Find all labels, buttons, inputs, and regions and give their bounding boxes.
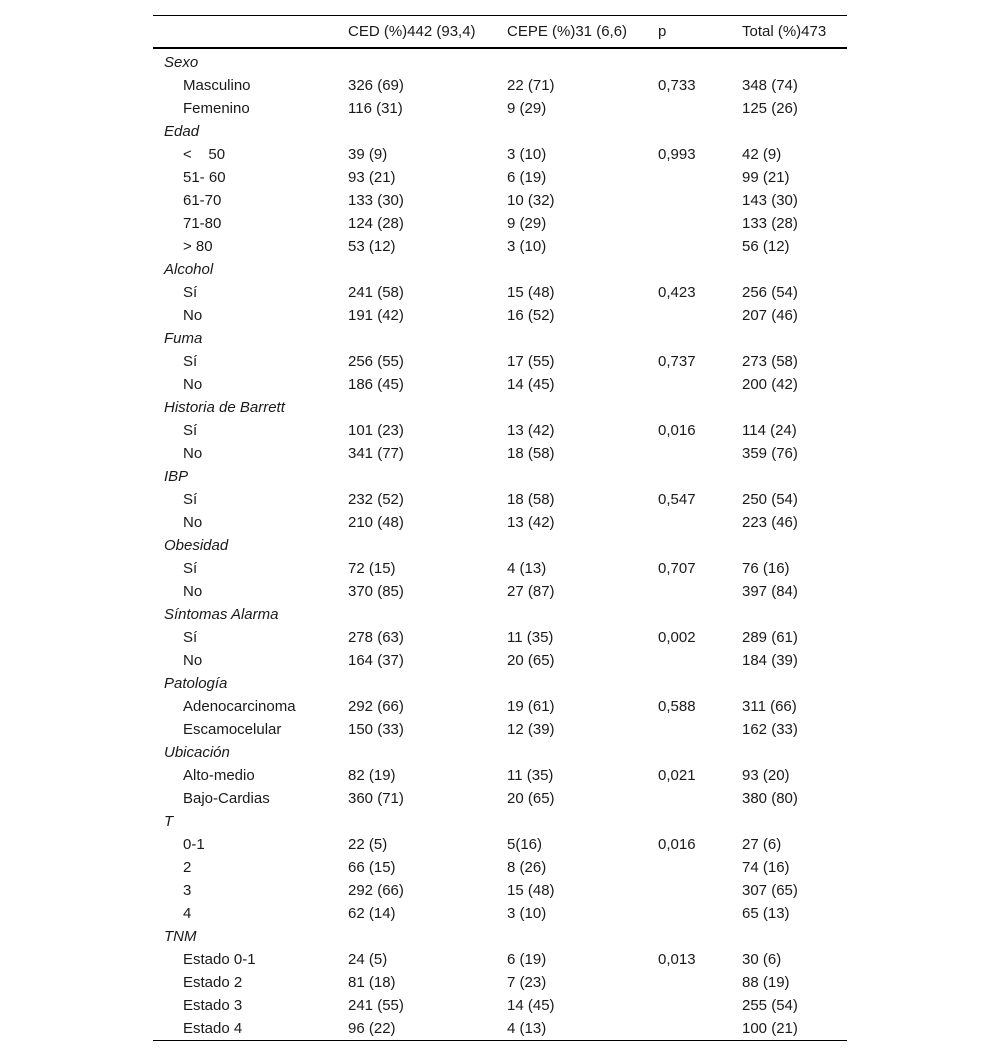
table-row xyxy=(153,787,847,810)
cell-cepe: 9 (29) xyxy=(507,100,547,117)
row-label: No xyxy=(183,514,203,531)
cell-total: 65 (13) xyxy=(742,905,790,922)
row-label: Adenocarcinoma xyxy=(183,698,296,715)
cell-p-value: 0,016 xyxy=(658,422,696,439)
table-row xyxy=(153,580,847,603)
row-label: Masculino xyxy=(183,77,251,94)
data-table xyxy=(153,15,847,1041)
cell-total: 74 (16) xyxy=(742,859,790,876)
empty-cell xyxy=(337,741,496,764)
row-label: Estado 0-1 xyxy=(183,951,256,968)
cell-ced: 360 (71) xyxy=(348,790,404,807)
cell-p-value xyxy=(647,856,731,879)
cell-ced: 133 (30) xyxy=(348,192,404,209)
empty-cell xyxy=(647,465,731,488)
cell-ced: 82 (19) xyxy=(348,767,396,784)
empty-cell xyxy=(337,327,496,350)
cell-cepe: 4 (13) xyxy=(507,1020,547,1037)
cell-cepe: 14 (45) xyxy=(507,376,555,393)
group-row xyxy=(153,396,847,419)
cell-p-value xyxy=(647,971,731,994)
empty-cell xyxy=(337,48,496,74)
cell-p-value xyxy=(647,1017,731,1041)
cell-cepe: 20 (65) xyxy=(507,652,555,669)
cell-cepe: 14 (45) xyxy=(507,997,555,1014)
group-label: Ubicación xyxy=(164,744,230,761)
row-label: 2 xyxy=(183,859,192,876)
empty-cell xyxy=(731,925,847,948)
cell-cepe: 20 (65) xyxy=(507,790,555,807)
empty-cell xyxy=(731,120,847,143)
data-table-container xyxy=(153,15,847,1041)
table-row xyxy=(153,718,847,741)
table-row xyxy=(153,879,847,902)
table-row xyxy=(153,856,847,879)
row-label: No xyxy=(183,307,203,324)
row-label: 4 xyxy=(183,905,192,922)
empty-cell xyxy=(731,810,847,833)
cell-ced: 81 (18) xyxy=(348,974,396,991)
table-row xyxy=(153,281,847,304)
cell-cepe: 27 (87) xyxy=(507,583,555,600)
table-row xyxy=(153,511,847,534)
cell-p-value xyxy=(647,994,731,1017)
cell-cepe: 18 (58) xyxy=(507,491,555,508)
cell-total: 56 (12) xyxy=(742,238,790,255)
cell-cepe: 5(16) xyxy=(507,836,543,853)
empty-cell xyxy=(731,48,847,74)
row-label: Sí xyxy=(183,629,198,646)
table-row xyxy=(153,764,847,787)
empty-cell xyxy=(337,603,496,626)
table-row xyxy=(153,212,847,235)
row-label: Escamocelular xyxy=(183,721,282,738)
cell-ced: 124 (28) xyxy=(348,215,404,232)
table-row xyxy=(153,649,847,672)
empty-cell xyxy=(731,603,847,626)
cell-cepe: 6 (19) xyxy=(507,169,547,186)
cell-p-value xyxy=(647,580,731,603)
group-row xyxy=(153,465,847,488)
cell-cepe: 8 (26) xyxy=(507,859,547,876)
cell-cepe: 9 (29) xyxy=(507,215,547,232)
cell-total: 100 (21) xyxy=(742,1020,798,1037)
table-row xyxy=(153,994,847,1017)
cell-p-value xyxy=(647,304,731,327)
group-row xyxy=(153,810,847,833)
group-label: Edad xyxy=(164,123,200,140)
row-label: No xyxy=(183,652,203,669)
table-row xyxy=(153,695,847,718)
cell-p-value: 0,002 xyxy=(658,629,696,646)
empty-cell xyxy=(496,465,647,488)
table-row xyxy=(153,948,847,971)
cell-cepe: 3 (10) xyxy=(507,146,547,163)
cell-ced: 72 (15) xyxy=(348,560,396,577)
cell-cepe: 7 (23) xyxy=(507,974,547,991)
empty-cell xyxy=(496,810,647,833)
cell-cepe: 11 (35) xyxy=(507,629,554,646)
header-variable xyxy=(153,16,337,49)
empty-cell xyxy=(731,741,847,764)
group-row xyxy=(153,603,847,626)
empty-cell xyxy=(337,925,496,948)
cell-total: 30 (6) xyxy=(742,951,782,968)
group-row xyxy=(153,534,847,557)
cell-cepe: 11 (35) xyxy=(507,767,554,784)
cell-ced: 66 (15) xyxy=(348,859,396,876)
table-row xyxy=(153,1017,847,1041)
empty-cell xyxy=(337,672,496,695)
empty-cell xyxy=(647,534,731,557)
empty-cell xyxy=(647,672,731,695)
cell-total: 348 (74) xyxy=(742,77,798,94)
empty-cell xyxy=(647,48,731,74)
empty-cell xyxy=(731,672,847,695)
empty-cell xyxy=(731,465,847,488)
cell-ced: 341 (77) xyxy=(348,445,404,462)
cell-ced: 241 (58) xyxy=(348,284,404,301)
row-label: < 50 xyxy=(183,146,226,163)
cell-p-value xyxy=(647,902,731,925)
empty-cell xyxy=(337,465,496,488)
empty-cell xyxy=(496,672,647,695)
cell-ced: 150 (33) xyxy=(348,721,404,738)
row-label: 0-1 xyxy=(183,836,205,853)
table-row xyxy=(153,166,847,189)
row-label: No xyxy=(183,445,203,462)
cell-total: 143 (30) xyxy=(742,192,798,209)
cell-ced: 326 (69) xyxy=(348,77,404,94)
cell-total: 162 (33) xyxy=(742,721,798,738)
cell-total: 289 (61) xyxy=(742,629,798,646)
cell-cepe: 12 (39) xyxy=(507,721,555,738)
cell-p-value: 0,423 xyxy=(658,284,696,301)
cell-total: 184 (39) xyxy=(742,652,798,669)
empty-cell xyxy=(731,534,847,557)
cell-cepe: 22 (71) xyxy=(507,77,555,94)
table-row xyxy=(153,304,847,327)
cell-total: 223 (46) xyxy=(742,514,798,531)
table-row xyxy=(153,833,847,856)
cell-total: 250 (54) xyxy=(742,491,798,508)
row-label: No xyxy=(183,376,203,393)
table-row xyxy=(153,189,847,212)
cell-ced: 241 (55) xyxy=(348,997,404,1014)
row-label: > 80 xyxy=(183,238,213,255)
header-ced: CED (%)442 (93,4) xyxy=(348,23,476,40)
empty-cell xyxy=(496,603,647,626)
group-row xyxy=(153,672,847,695)
header-cepe: CEPE (%)31 (6,6) xyxy=(507,23,628,40)
empty-cell xyxy=(337,258,496,281)
group-label: Síntomas Alarma xyxy=(164,606,279,623)
cell-total: 76 (16) xyxy=(742,560,790,577)
row-label: Alto-medio xyxy=(183,767,255,784)
cell-ced: 101 (23) xyxy=(348,422,404,439)
empty-cell xyxy=(496,327,647,350)
cell-total: 307 (65) xyxy=(742,882,798,899)
row-label: 71-80 xyxy=(183,215,222,232)
cell-p-value: 0,547 xyxy=(658,491,696,508)
cell-total: 42 (9) xyxy=(742,146,782,163)
cell-p-value xyxy=(647,97,731,120)
row-label: Estado 4 xyxy=(183,1020,243,1037)
row-label: 3 xyxy=(183,882,192,899)
empty-cell xyxy=(496,258,647,281)
empty-cell xyxy=(337,396,496,419)
table-row xyxy=(153,902,847,925)
group-label: Sexo xyxy=(164,54,199,71)
cell-total: 397 (84) xyxy=(742,583,798,600)
cell-ced: 22 (5) xyxy=(348,836,388,853)
group-row xyxy=(153,120,847,143)
row-label: Estado 2 xyxy=(183,974,243,991)
cell-p-value xyxy=(647,166,731,189)
table-row xyxy=(153,97,847,120)
table-row xyxy=(153,488,847,511)
row-label: Femenino xyxy=(183,100,250,117)
cell-p-value xyxy=(647,649,731,672)
empty-cell xyxy=(496,120,647,143)
cell-total: 207 (46) xyxy=(742,307,798,324)
cell-p-value xyxy=(647,718,731,741)
table-row xyxy=(153,235,847,258)
cell-ced: 116 (31) xyxy=(348,100,403,117)
group-row xyxy=(153,741,847,764)
header-p: p xyxy=(658,23,667,40)
group-row xyxy=(153,48,847,74)
cell-total: 88 (19) xyxy=(742,974,790,991)
empty-cell xyxy=(337,534,496,557)
cell-cepe: 17 (55) xyxy=(507,353,555,370)
group-label: Fuma xyxy=(164,330,203,347)
row-label: Sí xyxy=(183,353,198,370)
cell-total: 200 (42) xyxy=(742,376,798,393)
cell-ced: 96 (22) xyxy=(348,1020,396,1037)
cell-cepe: 10 (32) xyxy=(507,192,555,209)
row-label: 61-70 xyxy=(183,192,222,209)
group-label: Alcohol xyxy=(164,261,214,278)
cell-cepe: 18 (58) xyxy=(507,445,555,462)
cell-cepe: 13 (42) xyxy=(507,514,555,531)
cell-total: 27 (6) xyxy=(742,836,782,853)
cell-cepe: 15 (48) xyxy=(507,284,555,301)
group-label: Patología xyxy=(164,675,228,692)
cell-p-value: 0,016 xyxy=(658,836,696,853)
empty-cell xyxy=(496,741,647,764)
empty-cell xyxy=(647,810,731,833)
cell-total: 311 (66) xyxy=(742,698,797,715)
group-label: Obesidad xyxy=(164,537,229,554)
row-label: Estado 3 xyxy=(183,997,243,1014)
empty-cell xyxy=(496,396,647,419)
group-row xyxy=(153,327,847,350)
cell-total: 133 (28) xyxy=(742,215,798,232)
cell-cepe: 3 (10) xyxy=(507,905,547,922)
table-row xyxy=(153,557,847,580)
empty-cell xyxy=(731,258,847,281)
cell-cepe: 13 (42) xyxy=(507,422,555,439)
table-body xyxy=(153,48,847,1041)
table-row xyxy=(153,74,847,97)
row-label: Sí xyxy=(183,422,198,439)
table-header-row xyxy=(153,16,847,49)
group-label: T xyxy=(164,813,174,830)
row-label: Bajo-Cardias xyxy=(183,790,270,807)
cell-cepe: 6 (19) xyxy=(507,951,547,968)
cell-total: 114 (24) xyxy=(742,422,797,439)
cell-total: 125 (26) xyxy=(742,100,798,117)
cell-p-value xyxy=(647,879,731,902)
cell-ced: 232 (52) xyxy=(348,491,404,508)
cell-cepe: 4 (13) xyxy=(507,560,547,577)
cell-p-value: 0,588 xyxy=(658,698,696,715)
cell-total: 359 (76) xyxy=(742,445,798,462)
cell-p-value xyxy=(647,235,731,258)
row-label: Sí xyxy=(183,560,198,577)
cell-cepe: 19 (61) xyxy=(507,698,555,715)
cell-p-value: 0,021 xyxy=(658,767,696,784)
cell-ced: 62 (14) xyxy=(348,905,396,922)
empty-cell xyxy=(647,741,731,764)
group-label: TNM xyxy=(164,928,197,945)
cell-p-value: 0,707 xyxy=(658,560,696,577)
empty-cell xyxy=(496,925,647,948)
group-row xyxy=(153,925,847,948)
cell-p-value xyxy=(647,189,731,212)
cell-ced: 24 (5) xyxy=(348,951,388,968)
header-total: Total (%)473 xyxy=(742,23,827,40)
cell-cepe: 16 (52) xyxy=(507,307,555,324)
row-label: No xyxy=(183,583,203,600)
empty-cell xyxy=(647,258,731,281)
cell-total: 273 (58) xyxy=(742,353,798,370)
empty-cell xyxy=(647,925,731,948)
empty-cell xyxy=(496,534,647,557)
cell-ced: 186 (45) xyxy=(348,376,404,393)
cell-ced: 164 (37) xyxy=(348,652,404,669)
table-row xyxy=(153,143,847,166)
cell-total: 99 (21) xyxy=(742,169,790,186)
empty-cell xyxy=(647,120,731,143)
cell-ced: 292 (66) xyxy=(348,882,404,899)
group-label: Historia de Barrett xyxy=(164,399,285,416)
cell-ced: 191 (42) xyxy=(348,307,404,324)
cell-p-value: 0,737 xyxy=(658,353,696,370)
cell-cepe: 3 (10) xyxy=(507,238,547,255)
empty-cell xyxy=(496,48,647,74)
empty-cell xyxy=(337,120,496,143)
group-row xyxy=(153,258,847,281)
cell-ced: 256 (55) xyxy=(348,353,404,370)
empty-cell xyxy=(647,327,731,350)
cell-p-value: 0,013 xyxy=(658,951,696,968)
cell-ced: 278 (63) xyxy=(348,629,404,646)
cell-ced: 93 (21) xyxy=(348,169,396,186)
cell-total: 380 (80) xyxy=(742,790,798,807)
cell-cepe: 15 (48) xyxy=(507,882,555,899)
empty-cell xyxy=(337,810,496,833)
row-label: Sí xyxy=(183,284,198,301)
cell-ced: 53 (12) xyxy=(348,238,396,255)
cell-total: 255 (54) xyxy=(742,997,798,1014)
cell-ced: 370 (85) xyxy=(348,583,404,600)
cell-ced: 292 (66) xyxy=(348,698,404,715)
cell-p-value xyxy=(647,511,731,534)
cell-p-value xyxy=(647,787,731,810)
table-row xyxy=(153,373,847,396)
row-label: 51- 60 xyxy=(183,169,226,186)
row-label: Sí xyxy=(183,491,198,508)
empty-cell xyxy=(731,396,847,419)
cell-p-value xyxy=(647,442,731,465)
cell-total: 93 (20) xyxy=(742,767,790,784)
table-row xyxy=(153,971,847,994)
table-row xyxy=(153,442,847,465)
empty-cell xyxy=(647,396,731,419)
empty-cell xyxy=(731,327,847,350)
empty-cell xyxy=(647,603,731,626)
cell-ced: 39 (9) xyxy=(348,146,388,163)
table-row xyxy=(153,350,847,373)
cell-ced: 210 (48) xyxy=(348,514,404,531)
cell-p-value: 0,993 xyxy=(658,146,696,163)
cell-p-value xyxy=(647,373,731,396)
group-label: IBP xyxy=(164,468,189,485)
table-row xyxy=(153,419,847,442)
cell-p-value: 0,733 xyxy=(658,77,696,94)
cell-p-value xyxy=(647,212,731,235)
table-row xyxy=(153,626,847,649)
cell-total: 256 (54) xyxy=(742,284,798,301)
